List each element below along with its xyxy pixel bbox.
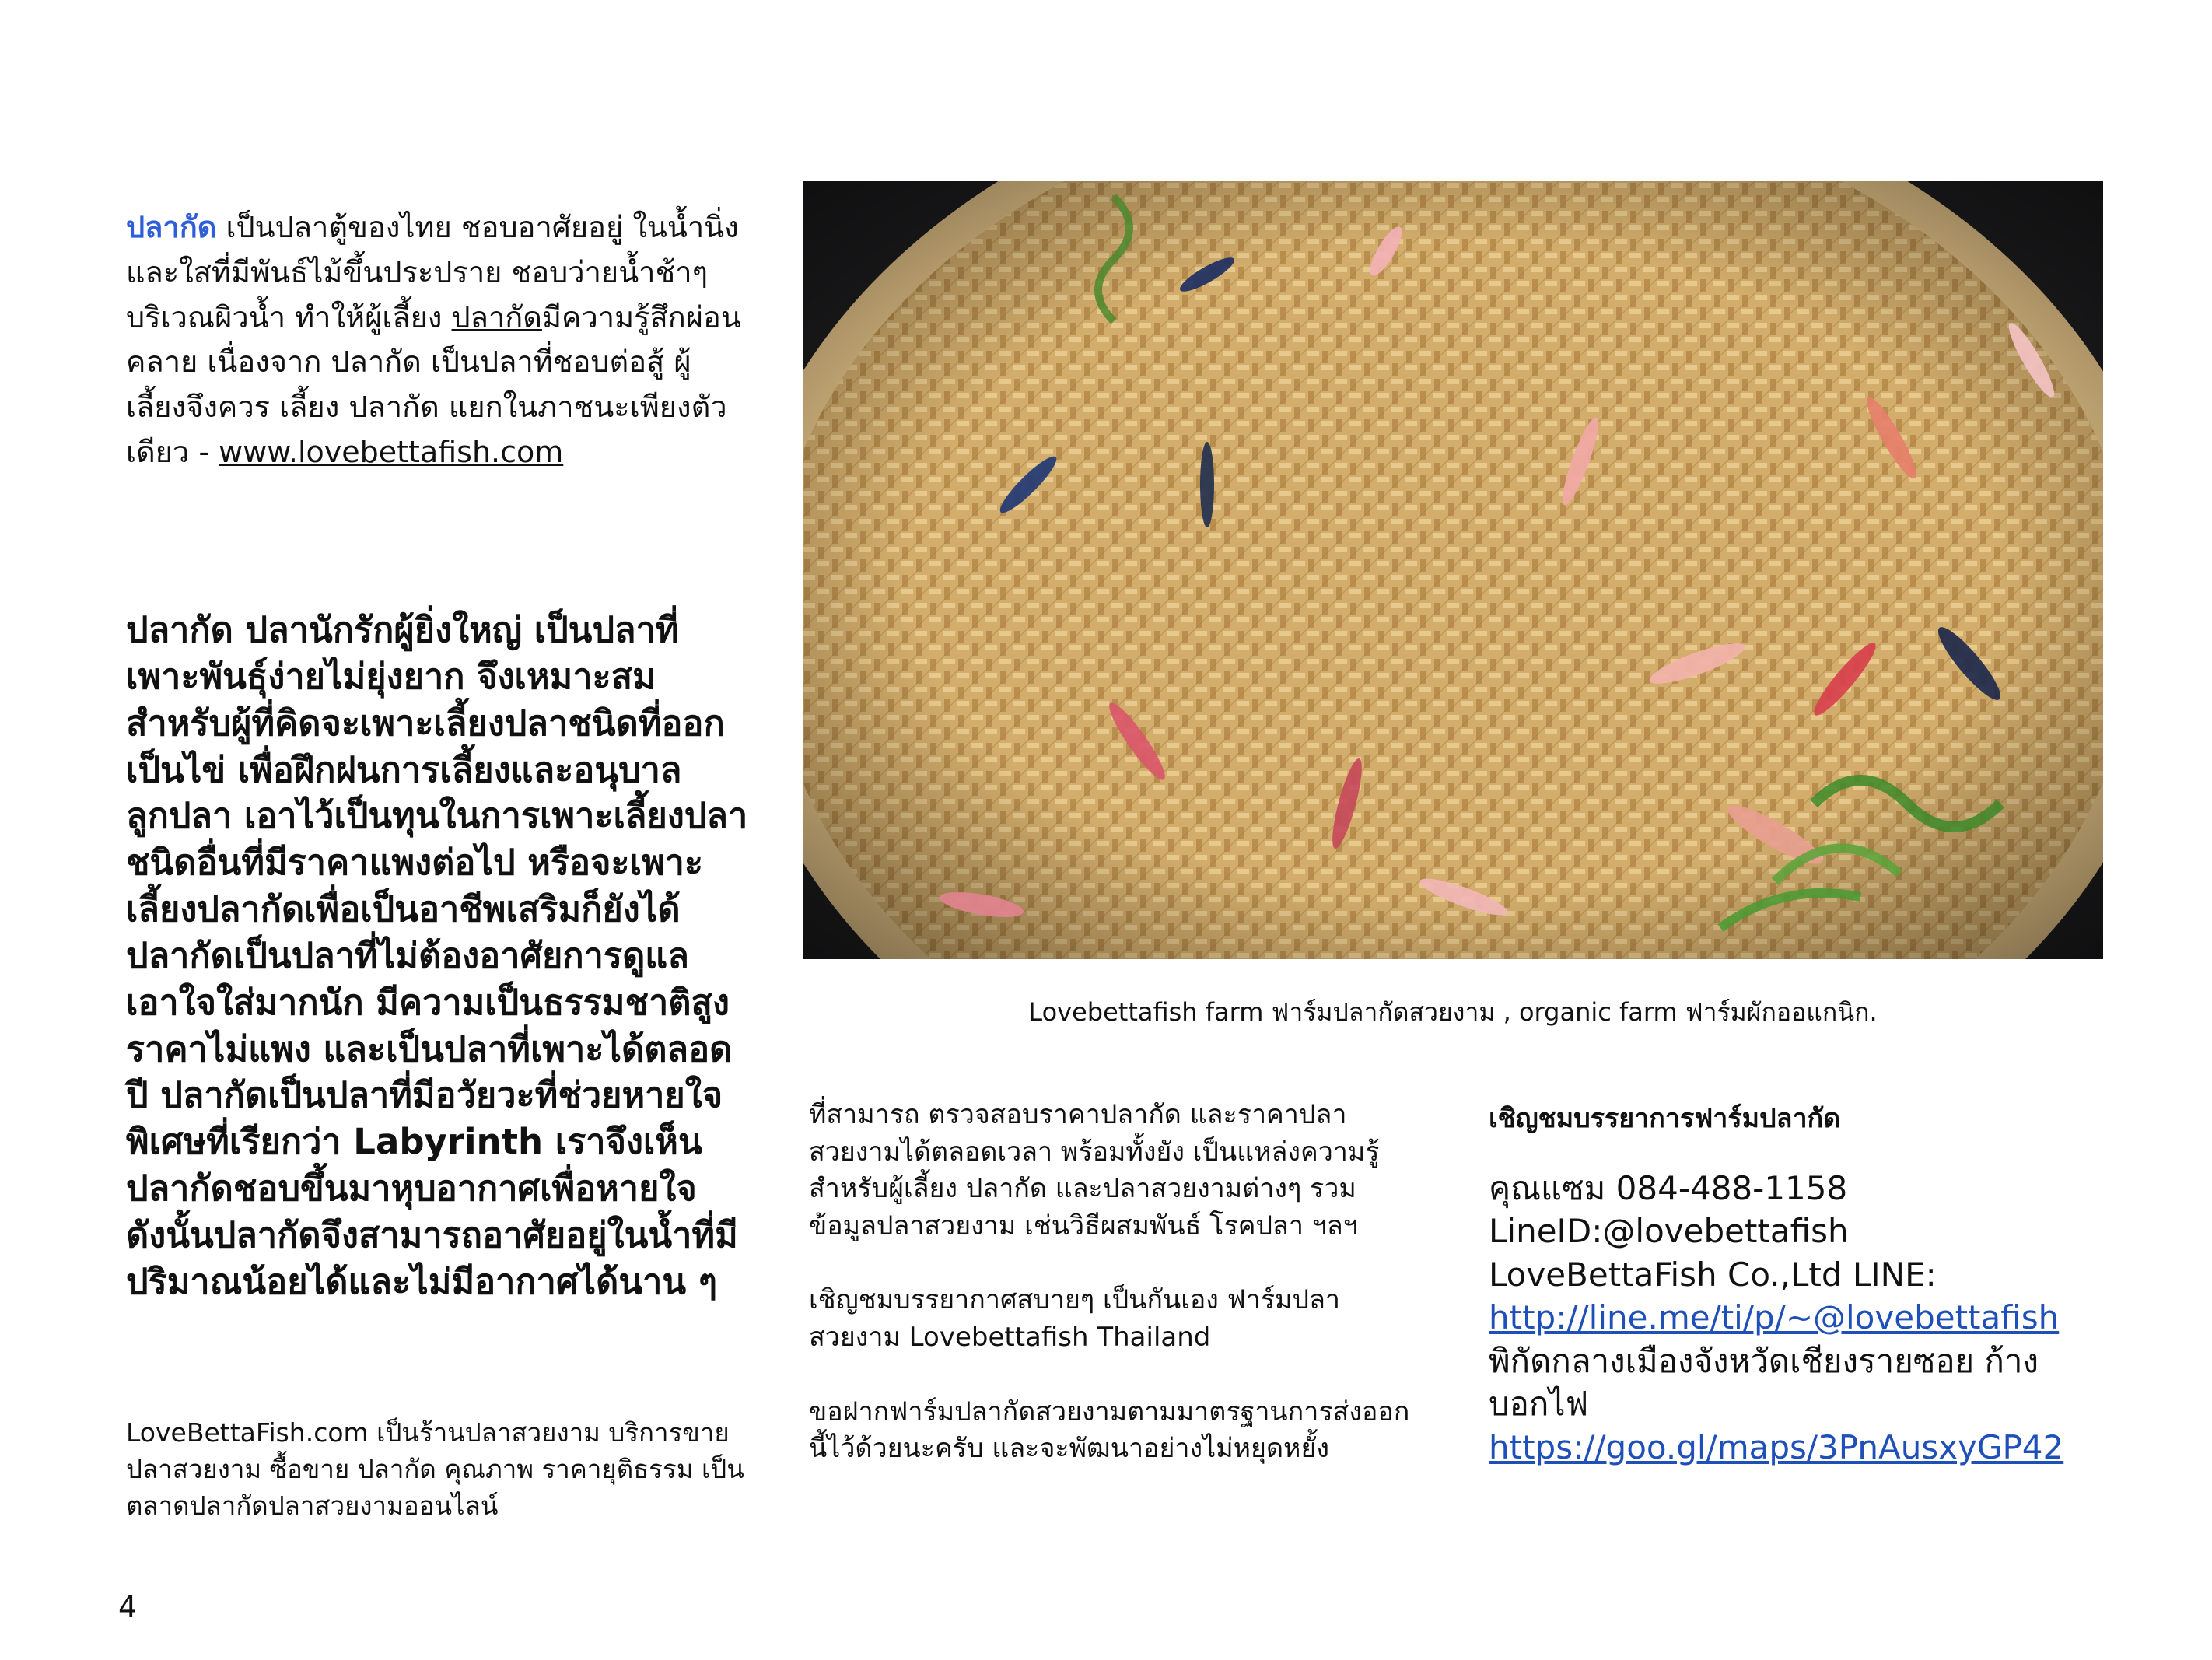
basket-fish-illustration xyxy=(803,181,2103,959)
photo-caption: Lovebettafish farm ฟาร์มปลากัดสวยงาม , organic farm ฟาร์มผักออแกนิก. xyxy=(1028,997,1878,1027)
feature-text: ปลานักรักผู้ยิ่งใหญ่ เป็นปลาที่เพาะพันธุ์ง่ายไม่ยุ่งยาก จึงเหมาะสมสำหรับผู้ที่คิดจะเพาะเลี้ยงปลาชนิดที่ออกเป็นไข่ เพื่อฝึกฝนการเลี้ยงและอนุบาลลูกปลา เอาไว้เป็นทุนในการเพาะเลี้ยงปลาชนิดอื่นที่มีราคาแพงต่อไป หรือจะเพาะเลี้ยงปลากัดเพื่อเป็นอาชีพเสริมก็ยังได้ ปลากัดเป็นปลาที่ไม่ต้องอาศัยการดูแลเอาใจใส่มากนัก มีความเป็นธรรมชาติสูง ราคาไม่แพง และเป็นปลาที่เพาะได้ตลอดปี ปลากัดเป็นปลาที่มีอวัยวะที่ช่วยหายใจพิเศษที่เรียกว่า Labyrinth เราจึงเห็นปลากัดชอบขึ้นมาหุบอากาศเพื่อหายใจ ดังนั้นปลากัดจึงสามารถอาศัยอยู่ในน้ำที่มีปริมาณน้อยได้และไม่มีอากาศได้นาน ๆ xyxy=(126,609,748,1302)
intro-text-1: เป็นปลาตู้ของไทย ชอบอาศัยอยู่ ในน้ำนิ่งและใสที่มีพันธ์ไม้ขึ้นประปราย ชอบว่ายน้ำช้าๆบริเวณผิวน้ำ ทำให้ผู้เลี้ยง xyxy=(126,210,739,334)
intro-underlined-word: ปลากัด xyxy=(451,299,542,334)
feature-lead-word: ปลากัด xyxy=(126,609,233,650)
farm-photo xyxy=(803,181,2103,959)
intro-text-2: มีความรู้สึกผ่อนคลาย เนื่องจาก ปลากัด เป็นปลาที่ชอบต่อสู้ ผู้เลี้ยงจึงควร เลี้ยง ปลากัด แยกในภาชนะเพียงตัวเดียว - xyxy=(126,299,741,469)
contact-phone: คุณแซม 084-488-1158 xyxy=(1489,1169,1848,1207)
contact-location: พิกัดกลางเมืองจังหวัดเชียงรายซอย ก้างบอกไฟ xyxy=(1489,1341,2039,1424)
line-url-link[interactable]: http://line.me/ti/p/~@lovebettafish xyxy=(1489,1298,2060,1337)
contact-heading: เชิญชมบรรยาการฟาร์มปลากัด xyxy=(1489,1103,1841,1134)
intro-brand-word: ปลากัด xyxy=(126,210,217,244)
middle-paragraph-3: ขอฝากฟาร์มปลากัดสวยงามตามมาตรฐานการส่งออกนี้ไว้ด้วยนะครับ และจะพัฒนาอย่างไม่หยุดหยั้ง xyxy=(809,1396,1410,1465)
store-paragraph: LoveBettaFish.com เป็นร้านปลาสวยงาม บริการขายปลาสวยงาม ซื้อขาย ปลากัด คุณภาพ ราคายุติธรรม เป็นตลาดปลากัดปลาสวยงามออนไลน์ xyxy=(126,1417,744,1522)
middle-paragraph-2: เชิญชมบรรยากาศสบายๆ เป็นกันเอง ฟาร์มปลาสวยงาม Lovebettafish Thailand xyxy=(809,1284,1341,1353)
intro-section xyxy=(126,205,748,475)
contact-column xyxy=(1489,1097,2095,1469)
middle-column xyxy=(809,1097,1416,1505)
contact-block xyxy=(1489,1167,2095,1469)
contact-line-label: LoveBettaFish Co.,Ltd LINE: xyxy=(1489,1255,1937,1294)
contact-line-id: LineID:@lovebettafish xyxy=(1489,1212,1849,1251)
intro-website-link[interactable]: www.lovebettafish.com xyxy=(219,434,564,469)
feature-paragraph xyxy=(126,607,748,1305)
page-number: 4 xyxy=(118,1590,138,1624)
map-url-link[interactable]: https://goo.gl/maps/3PnAusxyGP42 xyxy=(1489,1427,2064,1466)
intro-paragraph xyxy=(126,205,748,475)
middle-paragraph-1: ที่สามารถ ตรวจสอบราคาปลากัด และราคาปลาสวยงามได้ตลอดเวลา พร้อมทั้งยัง เป็นแหล่งความรู้สำหรับผู้เลี้ยง ปลากัด และปลาสวยงามต่างๆ รวมข้อมูลปลาสวยงาม เช่นวิธีผสมพันธ์ โรคปลา ฯลฯ xyxy=(809,1099,1380,1241)
